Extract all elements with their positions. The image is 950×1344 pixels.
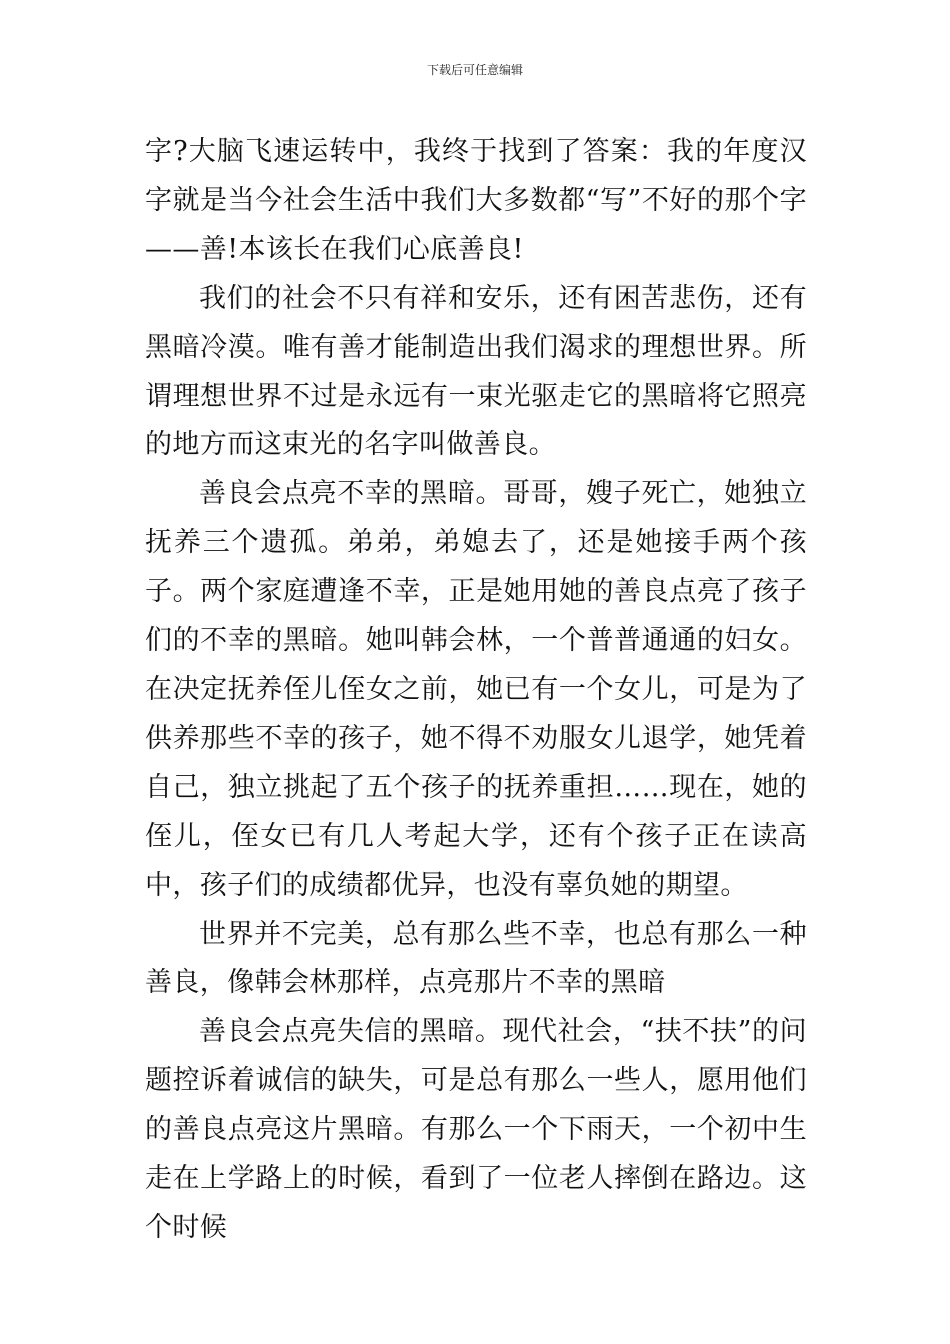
body-text — [145, 128, 807, 1253]
paragraph-1: 字?大脑飞速运转中，我终于找到了答案：我的年度汉字就是当今社会生活中我们大多数都“写”不好的那个字——善!本该长在我们心底善良! — [145, 136, 807, 265]
paragraph-2: 我们的社会不只有祥和安乐，还有困苦悲伤，还有黑暗冷漠。唯有善才能制造出我们渴求的理想世界。所谓理想世界不过是永远有一束光驱走它的黑暗将它照亮的地方而这束光的名字叫做善良。 — [145, 282, 807, 461]
paragraph-4: 世界并不完美，总有那么些不幸，也总有那么一种善良，像韩会林那样，点亮那片不幸的黑暗 — [145, 918, 807, 999]
page-header: 下载后可任意编辑 — [426, 63, 523, 77]
paragraph-5: 善良会点亮失信的黑暗。现代社会，“扶不扶”的问题控诉着诚信的缺失，可是总有那么一些人，愿用他们的善良点亮这片黑暗。有那么一个下雨天，一个初中生走在上学路上的时候，看到了一位老人摔倒在路边。这个时候 — [145, 1016, 807, 1243]
paragraph-3: 善良会点亮不幸的黑暗。哥哥，嫂子死亡，她独立抚养三个遗孤。弟弟，弟媳去了，还是她接手两个孩子。两个家庭遭逢不幸，正是她用她的善良点亮了孩子们的不幸的黑暗。她叫韩会林，一个普普通通的妇女。在决定抚养侄儿侄女之前，她已有一个女儿，可是为了供养那些不幸的孩子，她不得不劝服女儿退学，她凭着自己，独立挑起了五个孩子的抚养重担……现在，她的侄儿，侄女已有几人考起大学，还有个孩子正在读高中，孩子们的成绩都优异，也没有辜负她的期望。 — [145, 478, 807, 901]
